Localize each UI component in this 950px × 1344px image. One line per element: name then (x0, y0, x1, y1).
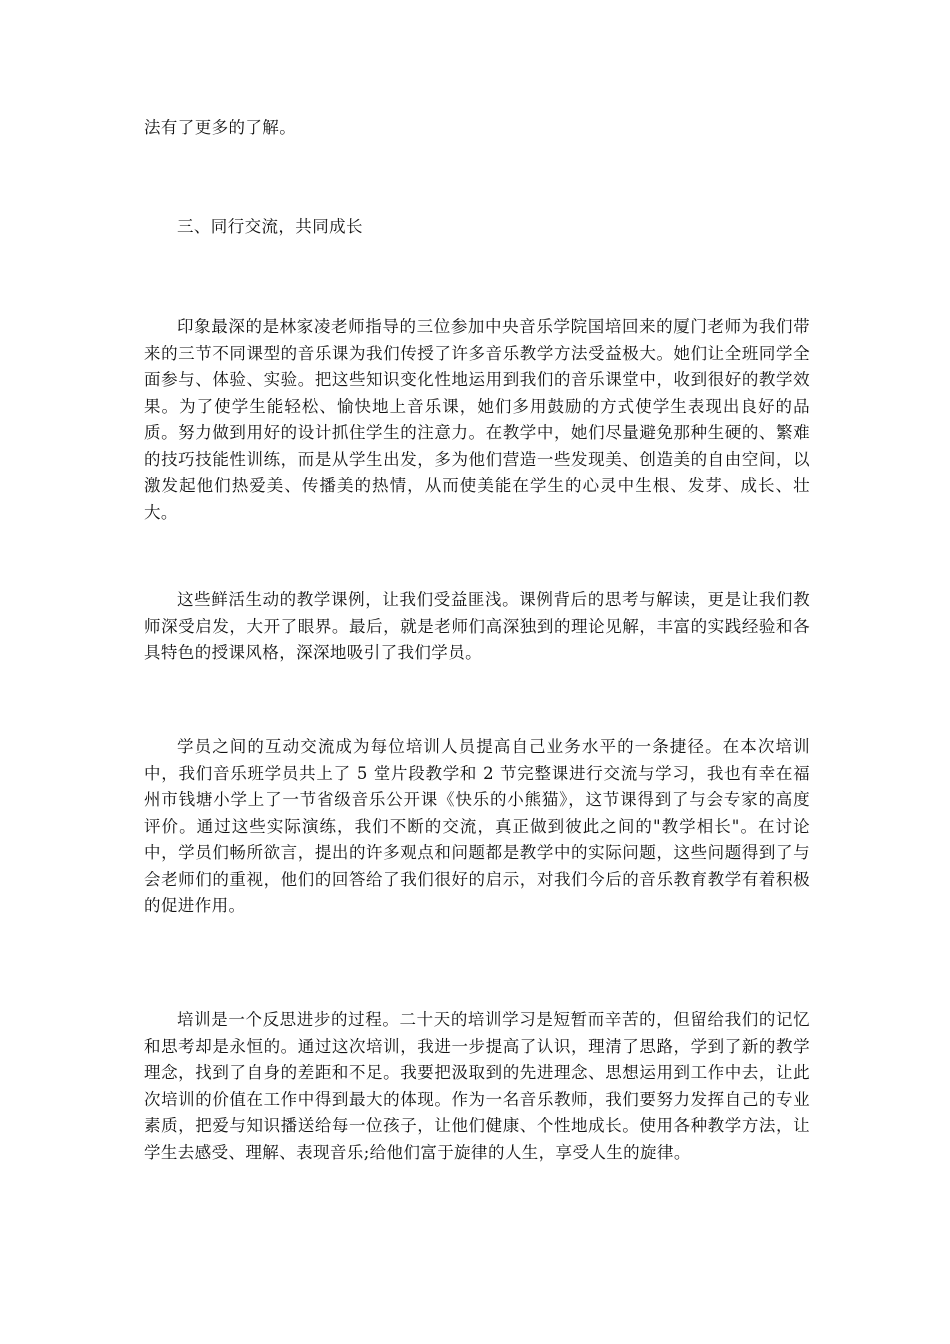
section-heading: 三、同行交流，共同成长 (177, 217, 363, 236)
paragraph-1: 印象最深的是林家凌老师指导的三位参加中央音乐学院国培回来的厦门老师为我们带来的三节不同课型的音乐课为我们传授了许多音乐教学方法受益极大。她们让全班同学全面参与、体验、实验。把这些知识变化性地运用到我们的音乐课堂中，收到很好的教学效果。为了使学生能轻松、愉快地上音乐课，她们多用鼓励的方式使学生表现出良好的品质。努力做到用好的设计抓住学生的注意力。在教学中，她们尽量避免那种生硬的、繁难的技巧技能性训练，而是从学生出发，多为他们营造一些发现美、创造美的自由空间，以激发起他们热爱美、传播美的热情，从而使美能在学生的心灵中生根、发芽、成长、壮大。 (144, 317, 810, 522)
continuation-text: 法有了更多的了解。 (144, 118, 297, 137)
paragraph-2: 这些鲜活生动的教学课例，让我们受益匪浅。课例背后的思考与解读，更是让我们教师深受启发，大开了眼界。最后，就是老师们高深独到的理论见解，丰富的实践经验和各具特色的授课风格，深深地吸引了我们学员。 (144, 590, 810, 662)
paragraph-4: 培训是一个反思进步的过程。二十天的培训学习是短暂而辛苦的，但留给我们的记忆和思考却是永恒的。通过这次培训，我进一步提高了认识，理清了思路，学到了新的教学理念，找到了自身的差距和不足。我要把汲取到的先进理念、思想运用到工作中去，让此次培训的价值在工作中得到最大的体现。作为一名音乐教师，我们要努力发挥自己的专业素质，把爱与知识播送给每一位孩子，让他们健康、个性地成长。使用各种教学方法，让学生去感受、理解、表现音乐;给他们富于旋律的人生，享受人生的旋律。 (144, 1010, 810, 1162)
paragraph-3: 学员之间的互动交流成为每位培训人员提高自己业务水平的一条捷径。在本次培训中，我们音乐班学员共上了 5 堂片段教学和 2 节完整课进行交流与学习，我也有幸在福州市钱塘小学上了一节省级音乐公开课《快乐的小熊猫》，这节课得到了与会专家的高度评价。通过这些实际演练，我们不断的交流，真正做到彼此之间的"教学相长"。在讨论中，学员们畅所欲言，提出的许多观点和问题都是教学中的实际问题，这些问题得到了与会老师们的重视，他们的回答给了我们很好的启示，对我们今后的音乐教育教学有着积极的促进作用。 (144, 737, 810, 915)
